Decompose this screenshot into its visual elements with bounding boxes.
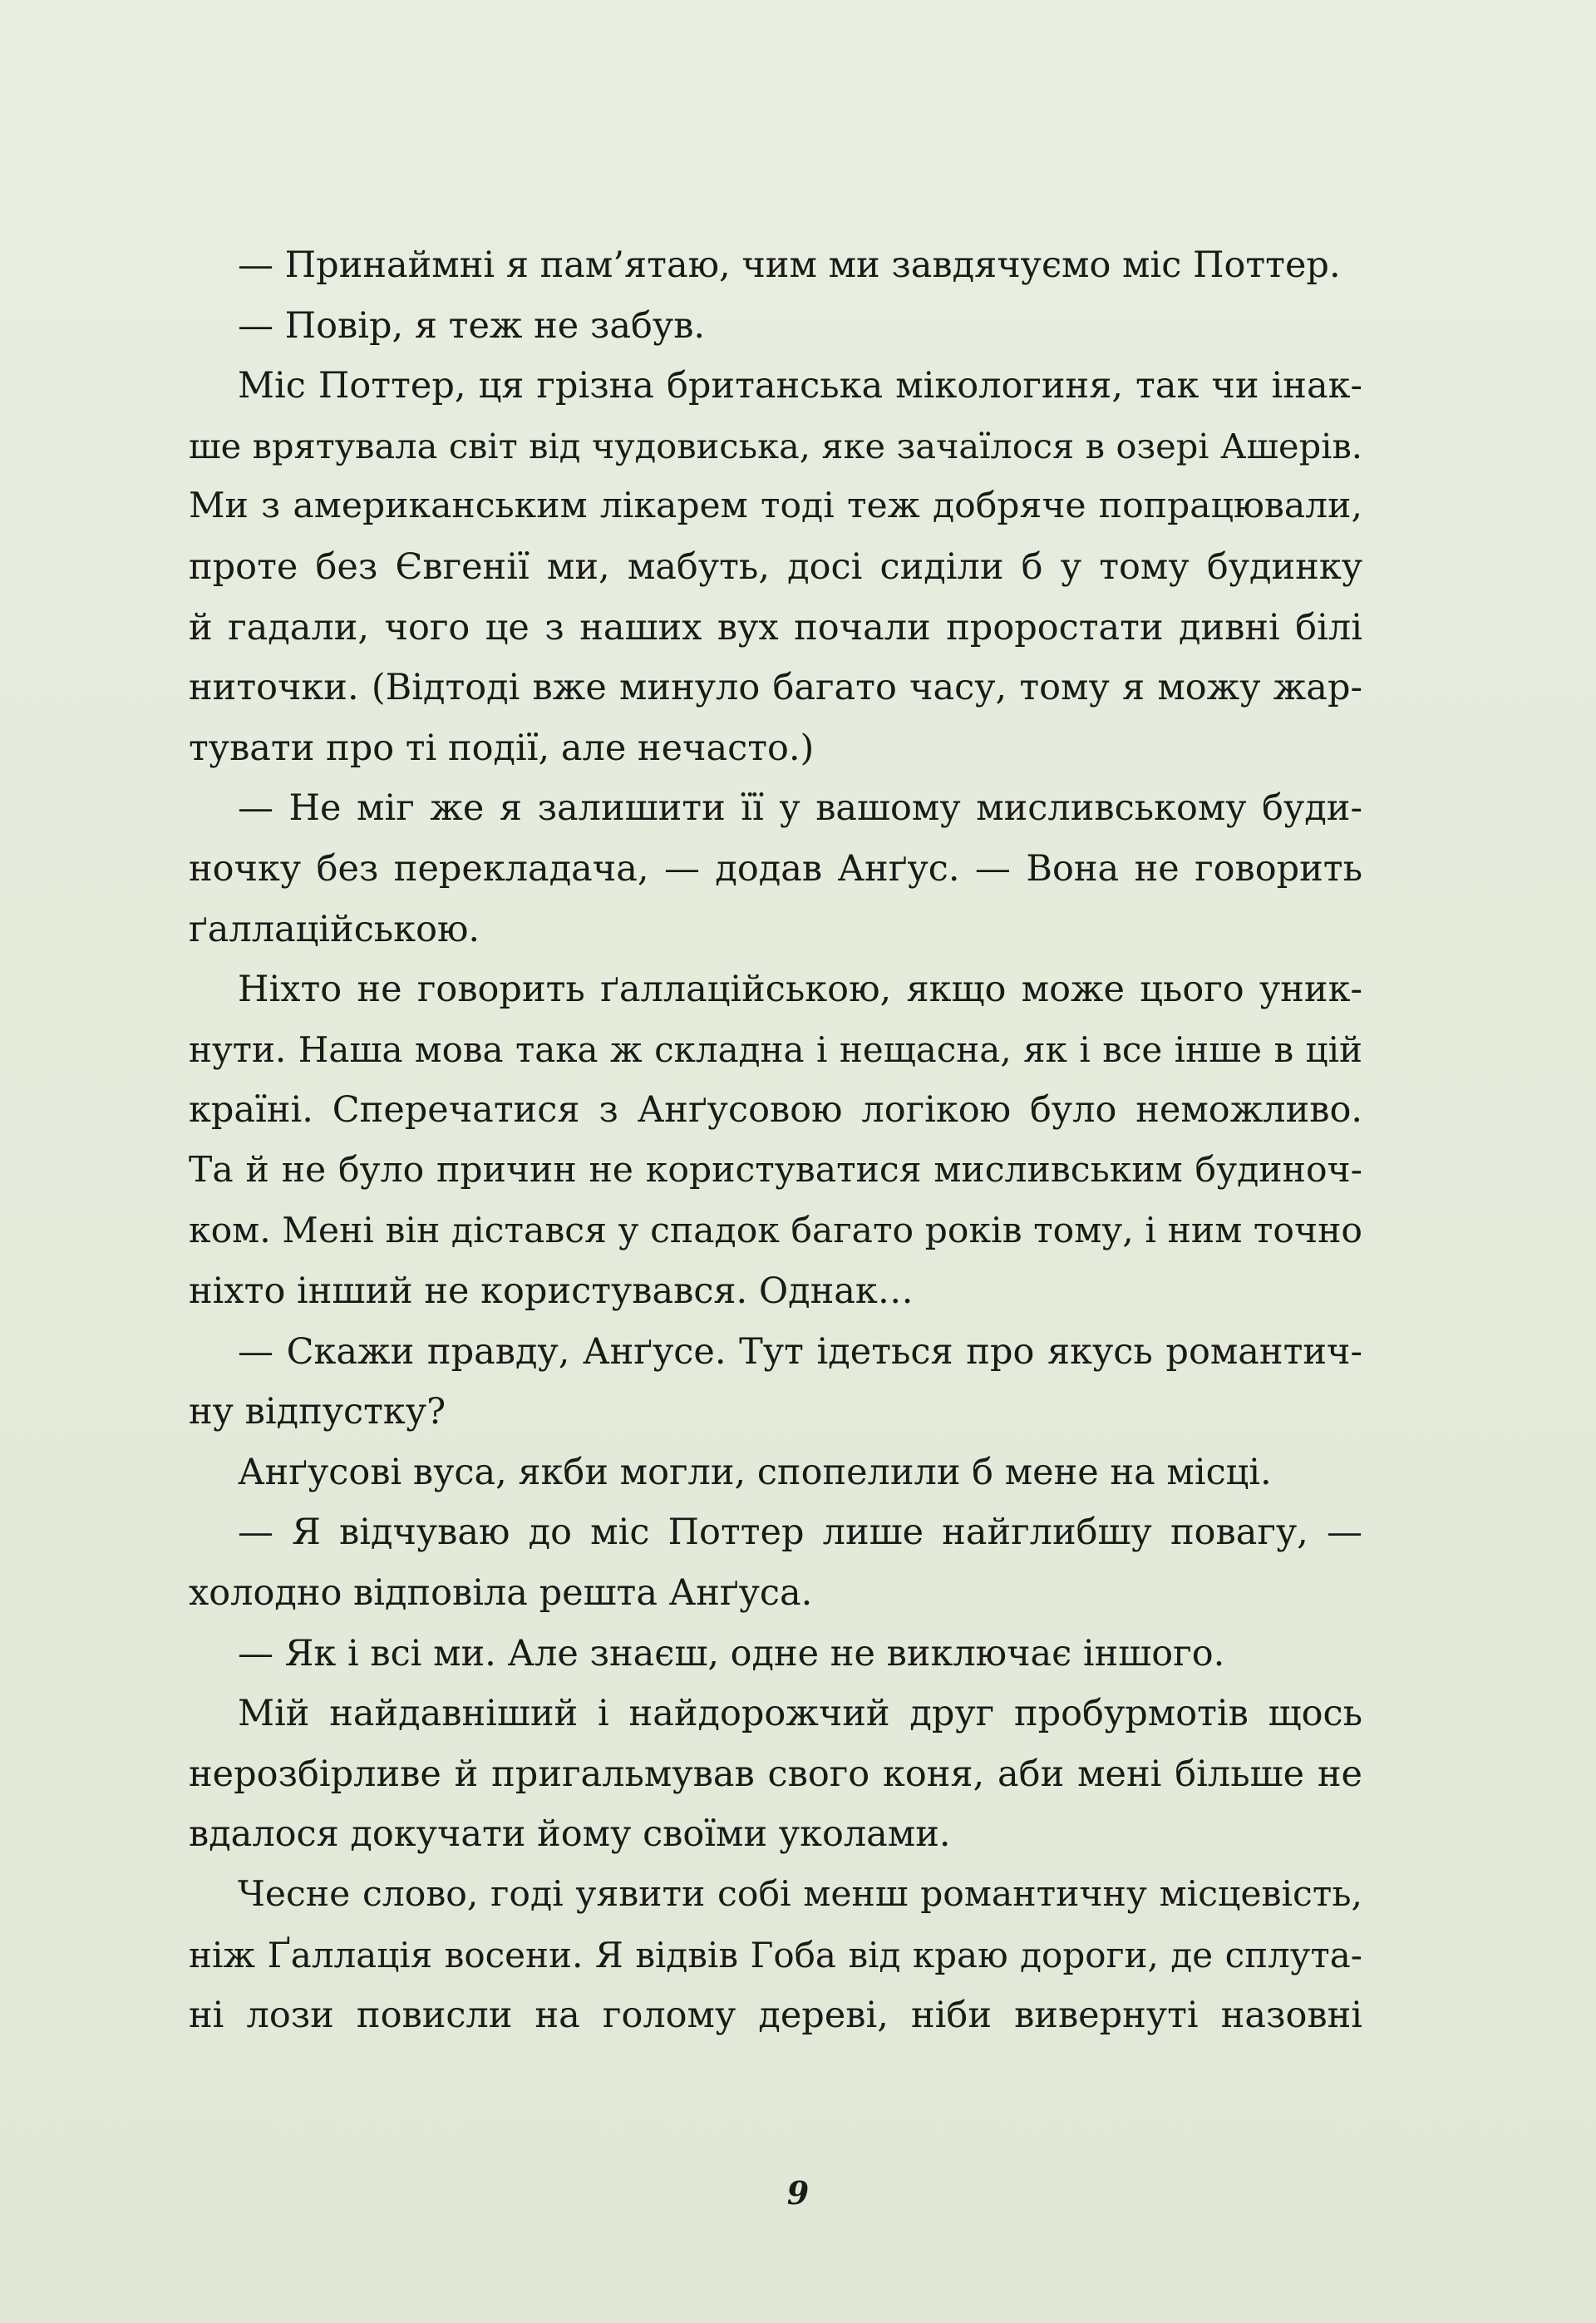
text-line: Мій найдавніший і найдорожчий друг пробурмотів щось xyxy=(238,1693,1362,1735)
text-line: вдалося докучати йому своїми уколами. xyxy=(189,1813,951,1856)
text-line: — Принаймні я пам’ятаю, чим ми завдячуємо міс Поттер. xyxy=(238,244,1341,286)
text-line: тувати про ті події, але нечасто.) xyxy=(189,727,815,769)
text-line: — Повір, я теж не забув. xyxy=(238,304,706,347)
text-line: — Не міг же я залишити її у вашому мисливському буди- xyxy=(238,787,1362,830)
text-line: Анґусові вуса, якби могли, спопелили б мене на місці. xyxy=(238,1451,1272,1493)
text-line: нути. Наша мова така ж складна і нещасна, як і все інше в цій xyxy=(189,1028,1362,1070)
text-line: Ми з американським лікарем тоді теж добряче попрацювали, xyxy=(189,486,1362,527)
text-line: — Я відчуваю до міс Поттер лише найглибшу повагу, — xyxy=(238,1512,1362,1554)
text-line: ґаллаційською. xyxy=(189,908,480,950)
text-line: Міс Поттер, ця грізна британська мікологиня, так чи інак- xyxy=(238,365,1362,407)
text-line: проте без Євгенії ми, мабуть, досі сиділи б у тому будинку xyxy=(189,545,1362,588)
text-line: Ніхто не говорить ґаллаційською, якщо може цього уник- xyxy=(238,969,1362,1011)
text-line: ні лози повисли на голому дереві, ніби вивернуті назовні xyxy=(189,1995,1362,2037)
text-line: — Як і всі ми. Але знаєш, одне не виключає іншого. xyxy=(238,1632,1225,1674)
text-line: ниточки. (Відтоді вже минуло багато часу, тому я можу жар- xyxy=(189,667,1362,709)
page-number: 9 xyxy=(786,2174,810,2212)
text-line: Чесне слово, годі уявити собі менш романтичну місцевість, xyxy=(238,1874,1362,1916)
text-line: країні. Сперечатися з Анґусовою логікою було неможливо. xyxy=(189,1089,1362,1132)
text-line: ніхто інший не користувався. Однак… xyxy=(189,1270,914,1313)
text-line: холодно відповіла решта Анґуса. xyxy=(189,1572,813,1615)
text-line: нерозбірливе й пригальмував свого коня, аби мені більше не xyxy=(189,1753,1362,1795)
text-line: й гадали, чого це з наших вух почали проростати дивні білі xyxy=(189,606,1362,649)
text-line: ком. Мені він дістався у спадок багато років тому, і ним точно xyxy=(189,1210,1362,1251)
text-line: — Скажи правду, Анґусе. Тут ідеться про якусь романтич- xyxy=(238,1330,1362,1373)
text-line: ше врятувала світ від чудовиська, яке зачаїлося в озері Ашерів. xyxy=(189,425,1362,466)
text-line: ніж Ґаллація восени. Я відвів Гоба від краю дороги, де сплута- xyxy=(189,1934,1362,1975)
text-line: ну відпустку? xyxy=(189,1391,446,1433)
body-text xyxy=(189,235,1362,2046)
text-line: Та й не було причин не користуватися мисливським будиноч- xyxy=(189,1149,1362,1191)
text-line: ночку без перекладача, — додав Анґус. — Вона не говорить xyxy=(189,847,1362,890)
